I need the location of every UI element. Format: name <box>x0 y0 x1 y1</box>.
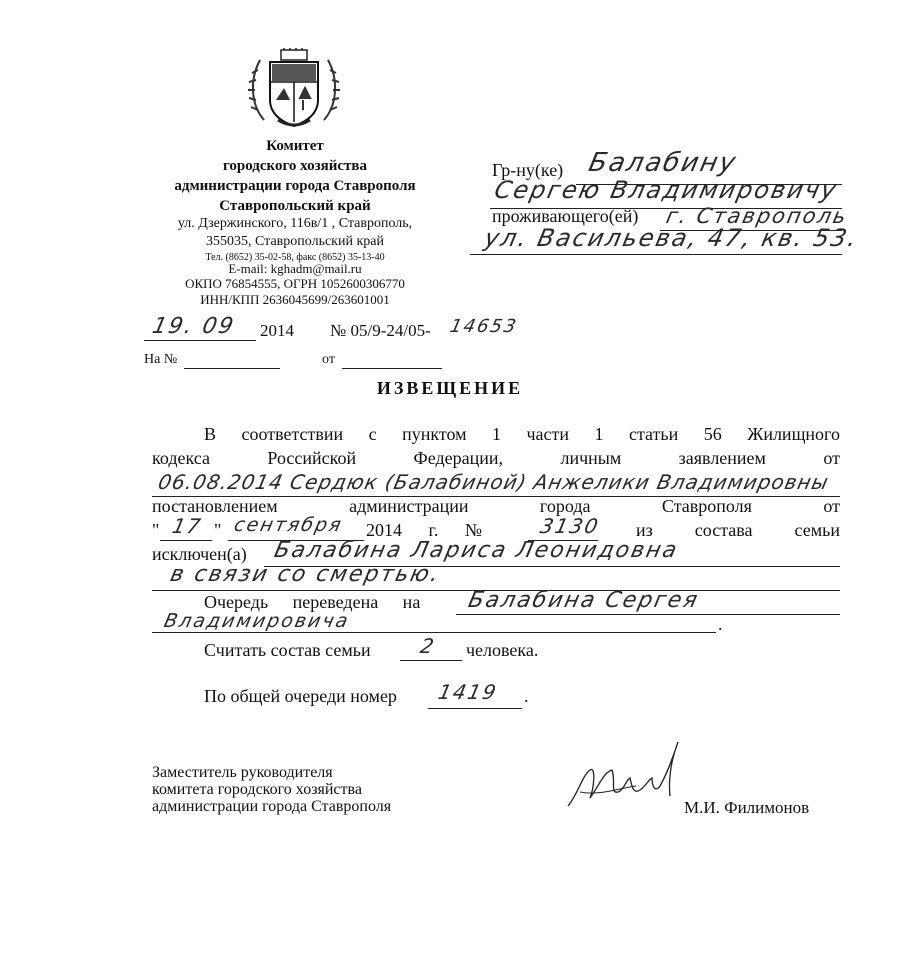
decree-year: 2014 г. № <box>366 520 483 540</box>
queue-hand-line1: Балабина Сергея <box>466 588 702 613</box>
handwritten-signature-icon <box>560 736 690 816</box>
signer-role-line2: комитета городского хозяйства <box>152 781 362 798</box>
reference-from-label: от <box>322 352 335 367</box>
letter-year: 2014 <box>260 321 294 340</box>
quote-open: " <box>152 520 160 540</box>
letter-number-label: № 05/9-24/05- <box>330 321 431 340</box>
document-title: ИЗВЕЩЕНИЕ <box>376 378 524 398</box>
queue-hand-line2: Владимировича <box>162 610 352 632</box>
reference-label: На № <box>144 352 178 367</box>
committee-name-line4: Ставропольский край <box>219 198 371 214</box>
committee-okpo: ОКПО 76854555, ОГРН 1052600306770 <box>185 276 405 291</box>
recipient-name-line1: Балабину <box>586 148 741 178</box>
committee-name-line2: городского хозяйства <box>222 158 368 174</box>
signer-name: М.И. Филимонов <box>684 798 810 817</box>
committee-inn: ИНН/КПП 2636045699/263601001 <box>200 292 390 307</box>
coat-of-arms-icon <box>248 48 340 130</box>
committee-address-line2: 355035, Ставропольский край <box>206 234 384 249</box>
signer-role-line1: Заместитель руководителя <box>152 764 333 781</box>
body-line2: кодекса Российской Федерации, личным заявлением от <box>152 448 840 468</box>
queue-end: . <box>718 614 723 634</box>
general-queue-hand: 1419 <box>436 680 501 704</box>
recipient-address-line1: г. Ставрополь <box>664 204 851 228</box>
committee-phone: Тел. (8652) 35-02-58, факс (8652) 35-13-40 <box>205 252 385 263</box>
queue-label: Очередь переведена на <box>204 592 421 612</box>
family-count-hand: 2 <box>418 634 438 658</box>
decree-month-hand: сентября <box>232 514 345 536</box>
excluded-hand-line2: в связи со смертью. <box>168 562 443 587</box>
quote-close: " <box>214 520 222 540</box>
recipient-residing-label: проживающего(ей) <box>492 206 639 226</box>
excluded-hand-line1: Балабина Лариса Леонидовна <box>272 538 681 563</box>
letter-date-hand: 19. 09 <box>150 314 238 339</box>
applicant-hand: 06.08.2014 Сердюк (Балабиной) Анжелики Владимировны <box>156 470 832 494</box>
committee-name-line1: Комитет <box>266 138 324 154</box>
general-queue-end: . <box>524 686 529 706</box>
committee-address-line1: ул. Дзержинского, 116в/1 , Ставрополь, <box>177 216 413 231</box>
body-line1: В соответствии с пунктом 1 части 1 статьи 56 Жилищного <box>204 424 840 444</box>
decree-number-hand: 3130 <box>538 514 603 538</box>
general-queue-label: По общей очереди номер <box>204 686 397 706</box>
signer-role-line3: администрации города Ставрополя <box>152 798 392 815</box>
decree-tail: из состава семьи <box>636 520 840 540</box>
recipient-name-line2: Сергею Владимировичу <box>492 176 841 204</box>
family-tail: человека. <box>466 640 539 660</box>
letter-number-hand: 14653 <box>448 316 520 337</box>
decree-day-hand: 17 <box>170 514 205 538</box>
committee-name-line3: администрации города Ставрополя <box>174 178 416 194</box>
recipient-address-line2: ул. Васильева, 47, кв. 53. <box>482 224 861 252</box>
family-label: Считать состав семьи <box>204 640 371 660</box>
body-line4: постановлением администрации города Ставрополя от <box>152 496 840 516</box>
committee-email: E-mail: kghadm@mail.ru <box>228 261 362 276</box>
recipient-label: Гр-ну(ке) <box>492 160 564 180</box>
excluded-label: исключен(а) <box>152 544 247 564</box>
